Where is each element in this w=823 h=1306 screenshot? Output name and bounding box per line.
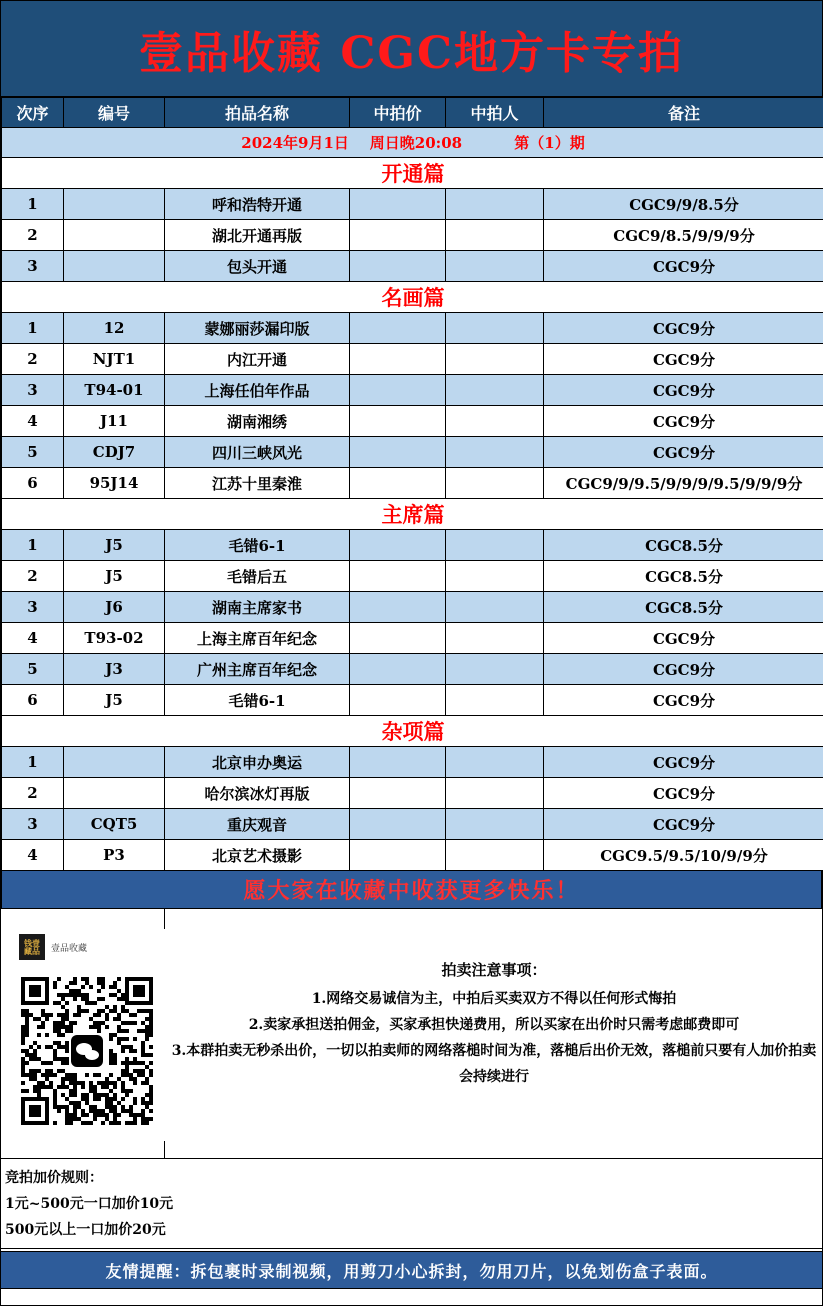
- cell-code: T93-02: [64, 623, 165, 654]
- notes-item: 3.本群拍卖无秒杀出价，一切以拍卖师的网络落槌时间为准，落槌后出价无效，落槌前只要有人加价拍卖会持续进行: [171, 1043, 817, 1085]
- cell-code: 12: [64, 313, 165, 344]
- cell-order: 3: [2, 592, 64, 623]
- cell-note: CGC9分: [544, 778, 823, 809]
- table-row: [2, 189, 823, 220]
- reminder-text: 友情提醒：拆包裹时录制视频，用剪刀小心拆封，勿用刀片，以免划伤盒子表面。: [105, 1261, 718, 1281]
- section-row: [2, 716, 823, 747]
- cell-note: CGC8.5分: [544, 592, 823, 623]
- qr-area: [19, 933, 159, 1129]
- cell-note: CGC9分: [544, 685, 823, 716]
- cell-price: [350, 592, 446, 623]
- brand-name: 壹品收藏: [51, 943, 88, 954]
- section-row: [2, 282, 823, 313]
- col-header-price: 中拍价: [350, 98, 446, 128]
- cell-note: CGC9分: [544, 654, 823, 685]
- section-title: 名画篇: [2, 282, 823, 313]
- cell-price: [350, 778, 446, 809]
- cell-buyer: [446, 313, 544, 344]
- cell-item: 蒙娜丽莎漏印版: [165, 313, 350, 344]
- cell-price: [350, 530, 446, 561]
- cell-order: 3: [2, 251, 64, 282]
- notice-block: [1, 909, 822, 1159]
- cell-item: 毛错6-1: [165, 685, 350, 716]
- cell-item: 上海任伯年作品: [165, 375, 350, 406]
- cell-price: [350, 561, 446, 592]
- brand-logo: 钱壹 藏品: [19, 934, 45, 960]
- wish-text: 愿大家在收藏中收获更多快乐！: [243, 878, 580, 904]
- cell-note: CGC9.5/9.5/10/9/9分: [544, 840, 823, 871]
- cell-price: [350, 840, 446, 871]
- cell-item: 呼和浩特开通: [165, 189, 350, 220]
- table-row: [2, 592, 823, 623]
- auction-table: [1, 97, 823, 871]
- cell-buyer: [446, 344, 544, 375]
- cell-note: CGC9分: [544, 437, 823, 468]
- cell-order: 5: [2, 654, 64, 685]
- cell-code: CDJ7: [64, 437, 165, 468]
- cell-price: [350, 375, 446, 406]
- section-row: [2, 499, 823, 530]
- cell-code: J5: [64, 561, 165, 592]
- cell-buyer: [446, 623, 544, 654]
- cell-buyer: [446, 747, 544, 778]
- cell-note: CGC9分: [544, 623, 823, 654]
- cell-buyer: [446, 561, 544, 592]
- cell-price: [350, 747, 446, 778]
- section-title: 开通篇: [2, 158, 823, 189]
- brand: [19, 933, 159, 961]
- cell-price: [350, 344, 446, 375]
- date-row: [2, 128, 823, 158]
- cell-buyer: [446, 530, 544, 561]
- cell-item: 哈尔滨冰灯再版: [165, 778, 350, 809]
- cell-buyer: [446, 685, 544, 716]
- cell-note: CGC8.5分: [544, 530, 823, 561]
- cell-item: 重庆观音: [165, 809, 350, 840]
- cell-item: 江苏十里秦淮: [165, 468, 350, 499]
- cell-order: 4: [2, 623, 64, 654]
- table-row: [2, 468, 823, 499]
- cell-item: 广州主席百年纪念: [165, 654, 350, 685]
- cell-buyer: [446, 778, 544, 809]
- cell-item: 毛错6-1: [165, 530, 350, 561]
- col-header-item: 拍品名称: [165, 98, 350, 128]
- cell-note: CGC8.5分: [544, 561, 823, 592]
- table-row: [2, 747, 823, 778]
- cell-code: CQT5: [64, 809, 165, 840]
- cell-item: 北京艺术摄影: [165, 840, 350, 871]
- cell-note: CGC9分: [544, 375, 823, 406]
- cell-note: CGC9分: [544, 344, 823, 375]
- cell-code: [64, 189, 165, 220]
- cell-order: 2: [2, 220, 64, 251]
- cell-buyer: [446, 251, 544, 282]
- col-header-note: 备注: [544, 98, 823, 128]
- table-row: [2, 623, 823, 654]
- table-row: [2, 654, 823, 685]
- cell-price: [350, 406, 446, 437]
- cell-note: CGC9/9/9.5/9/9/9/9.5/9/9/9分: [544, 468, 823, 499]
- cell-order: 1: [2, 747, 64, 778]
- notes-title: 拍卖注意事项：: [441, 961, 547, 979]
- cell-order: 3: [2, 375, 64, 406]
- bidding-rules: [1, 1159, 822, 1249]
- reminder-banner: [1, 1251, 822, 1289]
- cell-order: 4: [2, 406, 64, 437]
- cell-note: CGC9分: [544, 251, 823, 282]
- cell-buyer: [446, 840, 544, 871]
- cell-price: [350, 623, 446, 654]
- cell-buyer: [446, 406, 544, 437]
- table-row: [2, 809, 823, 840]
- table-row: [2, 561, 823, 592]
- col-header-code: 编号: [64, 98, 165, 128]
- cell-buyer: [446, 220, 544, 251]
- cell-note: CGC9分: [544, 406, 823, 437]
- table-row: [2, 344, 823, 375]
- cell-item: 湖南主席家书: [165, 592, 350, 623]
- cell-code: 95J14: [64, 468, 165, 499]
- cell-item: 毛错后五: [165, 561, 350, 592]
- cell-order: 2: [2, 778, 64, 809]
- cell-price: [350, 437, 446, 468]
- table-row: [2, 437, 823, 468]
- cell-order: 1: [2, 189, 64, 220]
- table-body: [2, 128, 823, 871]
- cell-order: 6: [2, 685, 64, 716]
- cell-item: 包头开通: [165, 251, 350, 282]
- table-row: [2, 530, 823, 561]
- cell-item: 湖南湘绣: [165, 406, 350, 437]
- cell-price: [350, 685, 446, 716]
- section-title: 杂项篇: [2, 716, 823, 747]
- section-title: 主席篇: [2, 499, 823, 530]
- rules-item: 500元以上一口加价20元: [5, 1222, 166, 1238]
- cell-note: CGC9/8.5/9/9/9分: [544, 220, 823, 251]
- cell-code: [64, 747, 165, 778]
- cell-price: [350, 313, 446, 344]
- cell-order: 6: [2, 468, 64, 499]
- cell-price: [350, 189, 446, 220]
- cell-price: [350, 654, 446, 685]
- table-row: [2, 220, 823, 251]
- cell-price: [350, 220, 446, 251]
- cell-buyer: [446, 654, 544, 685]
- cell-item: 四川三峡风光: [165, 437, 350, 468]
- cell-code: T94-01: [64, 375, 165, 406]
- cell-note: CGC9/9/8.5分: [544, 189, 823, 220]
- cell-price: [350, 468, 446, 499]
- cell-code: [64, 220, 165, 251]
- cell-order: 5: [2, 437, 64, 468]
- cell-code: P3: [64, 840, 165, 871]
- cell-item: 北京申办奥运: [165, 747, 350, 778]
- cell-order: 2: [2, 561, 64, 592]
- rules-item: 1元~500元一口加价10元: [5, 1196, 174, 1212]
- cell-price: [350, 809, 446, 840]
- table-row: [2, 313, 823, 344]
- table-row: [2, 406, 823, 437]
- table-row: [2, 251, 823, 282]
- cell-buyer: [446, 189, 544, 220]
- cell-note: CGC9分: [544, 809, 823, 840]
- cell-code: J6: [64, 592, 165, 623]
- auction-notes: [169, 959, 819, 1090]
- col-header-buyer: 中拍人: [446, 98, 544, 128]
- qr-code-icon: [21, 977, 153, 1125]
- cell-code: NJT1: [64, 344, 165, 375]
- cell-buyer: [446, 468, 544, 499]
- date-line: 2024年9月1日 周日晚20:08 第（1）期: [2, 128, 823, 158]
- section-row: [2, 158, 823, 189]
- wish-banner: [1, 871, 822, 909]
- divider-line: [164, 909, 165, 929]
- cell-buyer: [446, 375, 544, 406]
- cell-order: 1: [2, 313, 64, 344]
- page-title: 壹品收藏 CGC地方卡专拍: [139, 27, 684, 79]
- cell-code: J3: [64, 654, 165, 685]
- cell-code: [64, 778, 165, 809]
- cell-note: CGC9分: [544, 313, 823, 344]
- table-header: [2, 98, 823, 128]
- cell-note: CGC9分: [544, 747, 823, 778]
- notes-item: 2.卖家承担送拍佣金，买家承担快递费用，所以买家在出价时只需考虑邮费即可: [248, 1017, 740, 1033]
- notes-item: 1.网络交易诚信为主，中拍后买卖双方不得以任何形式悔拍: [311, 991, 677, 1007]
- cell-buyer: [446, 437, 544, 468]
- cell-buyer: [446, 809, 544, 840]
- cell-order: 2: [2, 344, 64, 375]
- cell-code: J5: [64, 685, 165, 716]
- cell-price: [350, 251, 446, 282]
- cell-item: 内江开通: [165, 344, 350, 375]
- col-header-order: 次序: [2, 98, 64, 128]
- cell-buyer: [446, 592, 544, 623]
- table-row: [2, 375, 823, 406]
- cell-order: 3: [2, 809, 64, 840]
- cell-code: J5: [64, 530, 165, 561]
- title-banner: [1, 1, 822, 97]
- cell-order: 1: [2, 530, 64, 561]
- cell-code: J11: [64, 406, 165, 437]
- table-row: [2, 778, 823, 809]
- table-row: [2, 840, 823, 871]
- rules-title: 竞拍加价规则：: [5, 1170, 103, 1186]
- cell-item: 湖北开通再版: [165, 220, 350, 251]
- table-row: [2, 685, 823, 716]
- cell-item: 上海主席百年纪念: [165, 623, 350, 654]
- cell-order: 4: [2, 840, 64, 871]
- cell-code: [64, 251, 165, 282]
- divider-line: [164, 1141, 165, 1159]
